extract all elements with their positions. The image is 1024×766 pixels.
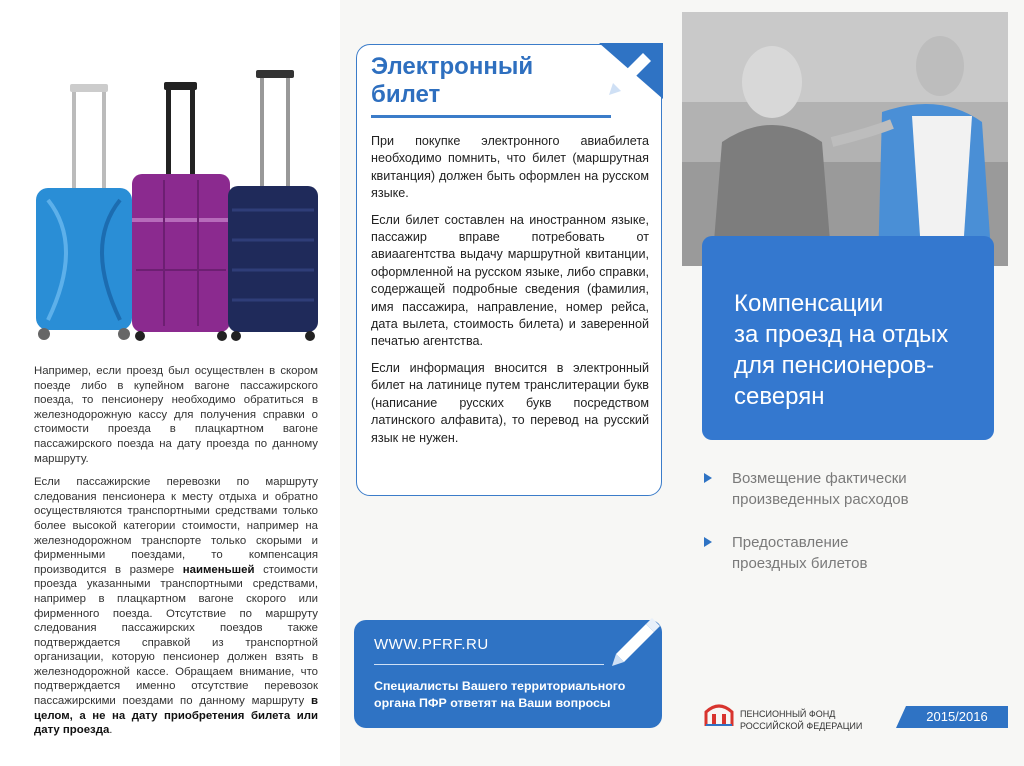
cover-title: Компенсации за проезд на отдых для пенсионеров- северян	[734, 290, 949, 410]
seniors-photo	[682, 12, 1008, 266]
pencil-icon	[606, 614, 666, 666]
website-url[interactable]: WWW.PFRF.RU	[374, 636, 489, 653]
suitcases-illustration	[28, 70, 328, 345]
navy-suitcase	[228, 70, 318, 341]
purple-suitcase	[132, 82, 230, 341]
pfr-logo-icon	[704, 702, 734, 728]
e-ticket-title: Электронный билет	[371, 53, 534, 108]
website-divider	[374, 664, 604, 665]
ticket-paragraph: Если билет составлен на иностранном языке, пассажир вправе потребовать от авиаагентства выдачу маршрутной квитанции, оформленной на русском языке, либо справки, содержащей подробные сведения (фамилия, имя пассажира, направление, номер рейса, дата вылета, стоимость билета) и заверенной печатью агентства.	[371, 212, 649, 349]
cover-title-box	[702, 236, 994, 440]
blue-suitcase	[36, 84, 132, 340]
left-panel	[0, 0, 340, 766]
ticket-paragraph: Если информация вносится в электронный билет на латинице путем транслитерации букв (написание русских букв посредством латинского алфавита), то перевод на русский язык не нужен.	[371, 360, 649, 445]
e-ticket-box	[356, 44, 662, 496]
ticket-paragraph: При покупке электронного авиабилета необходимо помнить, что билет (маршрутная квитанция) должен быть оформлен на русском языке.	[371, 134, 649, 201]
left-paragraph-1: Например, если проезд был осуществлен в скором поезде либо в купейном вагоне пассажирского поезда, то пенсионеру необходимо обратиться в железнодорожную кассу для получения справки о стоимости проезда в плацкартном вагоне пассажирского поезда на дату проезда по данному маршруту.	[34, 365, 318, 465]
bullet-item: Возмещение фактически произведенных расходов	[704, 468, 1004, 510]
year-badge: 2015/2016	[906, 706, 1008, 728]
right-panel	[676, 0, 1024, 766]
arrow-right-icon	[704, 473, 712, 483]
left-text-block	[34, 364, 318, 747]
pencil-icon	[599, 43, 663, 99]
e-ticket-body	[371, 133, 649, 456]
cover-bullets	[704, 468, 1004, 596]
website-caption: Специалисты Вашего территориального органа ПФР ответят на Ваши вопросы	[374, 679, 626, 710]
title-underline	[371, 115, 611, 118]
website-box	[354, 620, 662, 728]
org-name: ПЕНСИОННЫЙ ФОНД РОССИЙСКОЙ ФЕДЕРАЦИИ	[740, 709, 863, 731]
arrow-right-icon	[704, 537, 712, 547]
bullet-item: Предоставление проездных билетов	[704, 532, 1004, 574]
left-paragraph-2: Если пассажирские перевозки по маршруту следования пенсионера к месту отдыха и обратно осуществляются транспортными средствами только более высокой категории стоимости, например на железнодорожном транспорте только скорыми и фирменными поездами, то компенсация производится в размере наименьшей стоимости проезда указанными транспортными средствами, например в плацкартном вагоне скорого или фирменного поезда. Отсутствие по маршруту следования пассажирских поездов также подтверждается справкой из транспортной организации, которую пенсионер должен взять в железнодорожной кассе. Обращаем внимание, что подтверждается именно отсутствие перевозок пассажирскими поездами по данному маршруту в целом, а не на дату приобретения билета или дату проезда.	[34, 476, 318, 737]
middle-panel	[340, 0, 676, 766]
